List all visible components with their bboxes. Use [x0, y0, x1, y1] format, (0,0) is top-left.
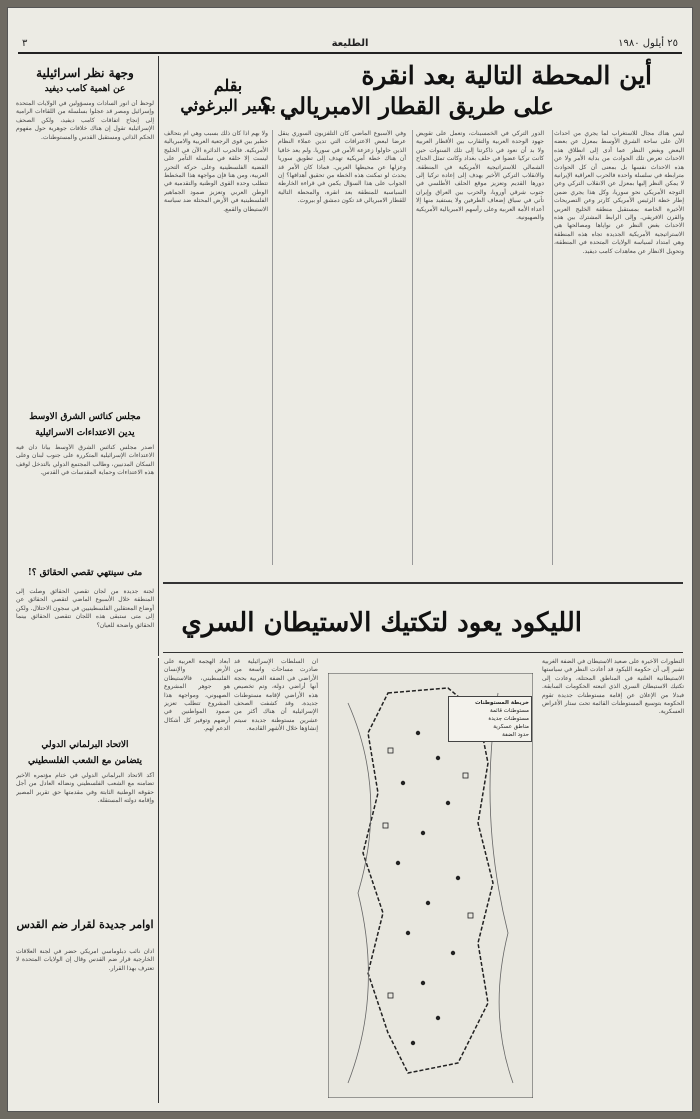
sidebar-item1-text: لوحظ أن انور السادات ومسؤولين في الولايات المتحدة وإسرائيل ومصر قد عجلوا بسلسلة من اللقاءات الرامية إلى إنجاح اتفاقات كامب ديفيد، ولكن الصحف الإسرائيلية تقول إن هناك خلافات جوهرية حول مفهوم الحكم الذاتي ومستقبل القدس والمستوطنات. [16, 100, 154, 141]
legend-title: خريطة المستوطنات [474, 700, 529, 706]
sidebar-divider [158, 56, 159, 656]
section-rule [163, 582, 683, 584]
sidebar-item5-title: اوامر جديدة لقرار ضم القدس [16, 918, 154, 931]
main-article-col2: الدور التركي في الخمسينات، وتعمل على تقويض جهود الوحدة العربية والتقارب بين الأقطار العربية ولا بد أن نعود في ذاكرتنا إلى تلك السنوات حين كانت تركيا عضوا في حلف بغداد وكانت تمثل الجناح الشمالي للاستراتيجية الأمريكية في المنطقة. والانقلاب التركي الأخير يهدف إلى إعادة تركيا إلى دورها القديم وتعزيز موقع الحلف الأطلسي في جنوب شرقي أوروبا، والحرب بين العراق وإيران تأتي في سياق إضعاف الطرفين ولا يستفيد منها إلا أعداء الأمة العربية وعلى رأسهم الامبريالية الأمريكية والصهيونية. [416, 130, 544, 222]
sidebar-item2-title: مجلس كنائس الشرق الاوسط [29, 412, 141, 422]
byline-label: بقلم [213, 76, 243, 95]
sidebar-item1-subtitle: عن اهمية كامب ديفيد [44, 84, 126, 94]
legend-item: حدود الضفة [502, 732, 529, 738]
newspaper-page [8, 8, 692, 1111]
sidebar-divider-lower [158, 658, 159, 1103]
legend-item: مستوطنات قائمة [490, 708, 529, 714]
main-headline-line1: أين المحطة التالية بعد انقرة [361, 61, 652, 90]
issue-date: ٢٥ أيلول ١٩٨٠ [618, 38, 678, 49]
sidebar-item2-text: اصدر مجلس كنائس الشرق الأوسط بيانا دان فيه الاعتداءات الإسرائيلية المتكررة على جنوب لبنان وعلى السكان المدنيين، وطالب المجتمع الدولي بالتدخل لوقف هذه الاعتداءات وحماية المقدسات في القدس. [16, 444, 154, 477]
bottom-article-col2: ان السلطات الإسرائيلية قد صادرت مساحات واسعة من الأراضي في الضفة الغربية بحجة أنها أراضي دولة، وتم تخصيص هذه الأراضي لإقامة مستوطنات جديدة. وقد كشفت الصحف الإسرائيلية أن هناك أكثر من عشرين مستوطنة جديدة سيتم إنشاؤها خلال الأشهر القادمة. [234, 658, 318, 733]
map-legend [448, 696, 532, 742]
sidebar-item5-text: ادان نائب دبلوماسي امريكي حضر في لجنة العلاقات الخارجية قرار ضم القدس وقال إن الولايات المتحدة لا تعترف بهذا القرار. [16, 948, 154, 972]
sidebar-item2-subtitle: يدين الاعتداءات الاسرائيلية [35, 428, 135, 438]
bottom-headline: الليكود يعود لتكتيك الاستيطان السري [181, 608, 582, 638]
sidebar-item4-title: الاتحاد البرلماني الدولي [41, 740, 129, 750]
byline [168, 76, 288, 116]
legend-item: مستوطنات جديدة [488, 716, 529, 722]
col-rule [412, 130, 413, 565]
bottom-article-col1: التطورات الأخيرة على صعيد الاستيطان في الضفة الغربية تشير إلى أن حكومة الليكود قد أعادت النظر في سياستها الاستيطانية العلنية في المناطق المحتلة، وعادت إلى تكتيك الاستيطان السري الذي اتبعته الحكومات السابقة. فبدلا من الإعلان عن إقامة مستوطنات جديدة تقوم الحكومة بتوسيع المستوطنات القائمة تحت ستار الأغراض العسكرية. [542, 658, 684, 716]
sidebar-item4-subtitle: يتضامن مع الشعب الفلسطيني [27, 756, 143, 766]
bottom-article-col3: أبعاد الهجمة العربية على الأرض والإنسان الفلسطيني، فالاستيطان هو جوهر المشروع الصهيوني، ومواجهة هذا المشروع تتطلب تعزيز صمود المواطنين في أرضهم وتوفير كل أشكال الدعم لهم. [164, 658, 230, 733]
sidebar-item1-title: وجهة نظر اسرائيلية [36, 66, 134, 80]
col-rule [272, 130, 273, 565]
section-rule [163, 652, 683, 653]
sidebar-item4-text: أكد الاتحاد البرلماني الدولي في ختام مؤتمره الأخير تضامنه مع الشعب الفلسطيني ونضاله العادل من أجل حقوقه الوطنية الثابتة وفي مقدمتها حق تقرير المصير وإقامة دولته المستقلة. [16, 772, 154, 805]
page-number: ٣ [22, 38, 28, 49]
col-rule [552, 130, 553, 565]
page-header [18, 38, 682, 54]
main-headline-line2: على طريق القطار الامبريالي ؟ [259, 93, 554, 120]
main-article-col1: ليس هناك مجال للاستغراب لما يجري من احداث الآن على ساحة الشرق الأوسط بمعزل عن بعضه البعض وبغض النظر عما أدى إلى انطلاق هذه الاحداث تعرض تلك الحوادث من بداية الأمر ولا عن هذه الاحداث نفسها بل بمعنى أن كل الحوادث مترابطة في سلسلة واحدة فالحرب العراقية الإيرانية لا يمكن النظر إليها بمعزل عن الانقلاب التركي وعن التوجه الأمريكي نحو سوريا، وكل هذا يجري ضمن إطار خطة الرئيس الأمريكي كارتر وعن التصريحات الأخيرة الخاصة بمستقبل منطقة الخليج العربي والقرن الافريقي. وإلى الرابط المشترك بين هذه الاحداث بغض النظر عن نواياها ومصالحها هي الاستراتيجية الأمريكية الجديدة تجاه هذه المنطقة وهي امتداد لسياسة الولايات المتحدة في المنطقة، وتحويل الانظار عن معاهدات كامب ديفيد. [554, 130, 684, 255]
main-article-col3: وفي الأسبوع الماضي كان التلفزيون السوري ينقل عرضا لبعض الاعترافات التي تدين عملاء النظام الذين حاولوا زعزعة الأمن في سوريا. ولم يعد خافيا أن هناك خطة أمريكية تهدف إلى تطويق سوريا وعزلها عن محيطها العربي. فماذا كان الأمر قد يحدث لو تمكنت هذه الخطة من تحقيق أهدافها؟ إن الجواب على هذا السؤال يكمن في قراءة الخارطة السياسية للمنطقة بعد انقرة، والمحطة التالية للقطار الامبريالي قد تكون دمشق أو بيروت. [278, 130, 406, 205]
byline-name: بشير البرغوثي [180, 96, 276, 115]
masthead: الطليعة [331, 38, 369, 49]
main-article-col4: ولا بهم اذا كان ذلك بسبب وهي ام بتحالف خطير بين قوى الرجعية العربية والامبريالية الأمريكية. فالحرب الدائرة الآن في الخليج ليست إلا حلقة في سلسلة التآمر على القضية الفلسطينية وعلى حركة التحرر العربية، ومن هنا فإن مواجهة هذا المخطط تتطلب وحدة القوى الوطنية والتقدمية في الوطن العربي وتعزيز صمود الجماهير الفلسطينية في الأرض المحتلة ضد سياسة الاستيطان والقمع. [164, 130, 268, 213]
sidebar-item3-text: لجنة جديدة من لجان تقصي الحقائق وصلت إلى المنطقة خلال الأسبوع الماضي لتقصي الحقائق عن أوضاع المعتقلين الفلسطينيين في سجون الاحتلال. ولكن إلى متى ستبقى هذه اللجان تتقصى الحقائق بينما الحقائق واضحة للعيان؟ [16, 588, 154, 629]
legend-item: مناطق عسكرية [493, 724, 529, 730]
sidebar-item3-title: متى سينتهي تقصي الحقائق ؟! [27, 568, 143, 578]
